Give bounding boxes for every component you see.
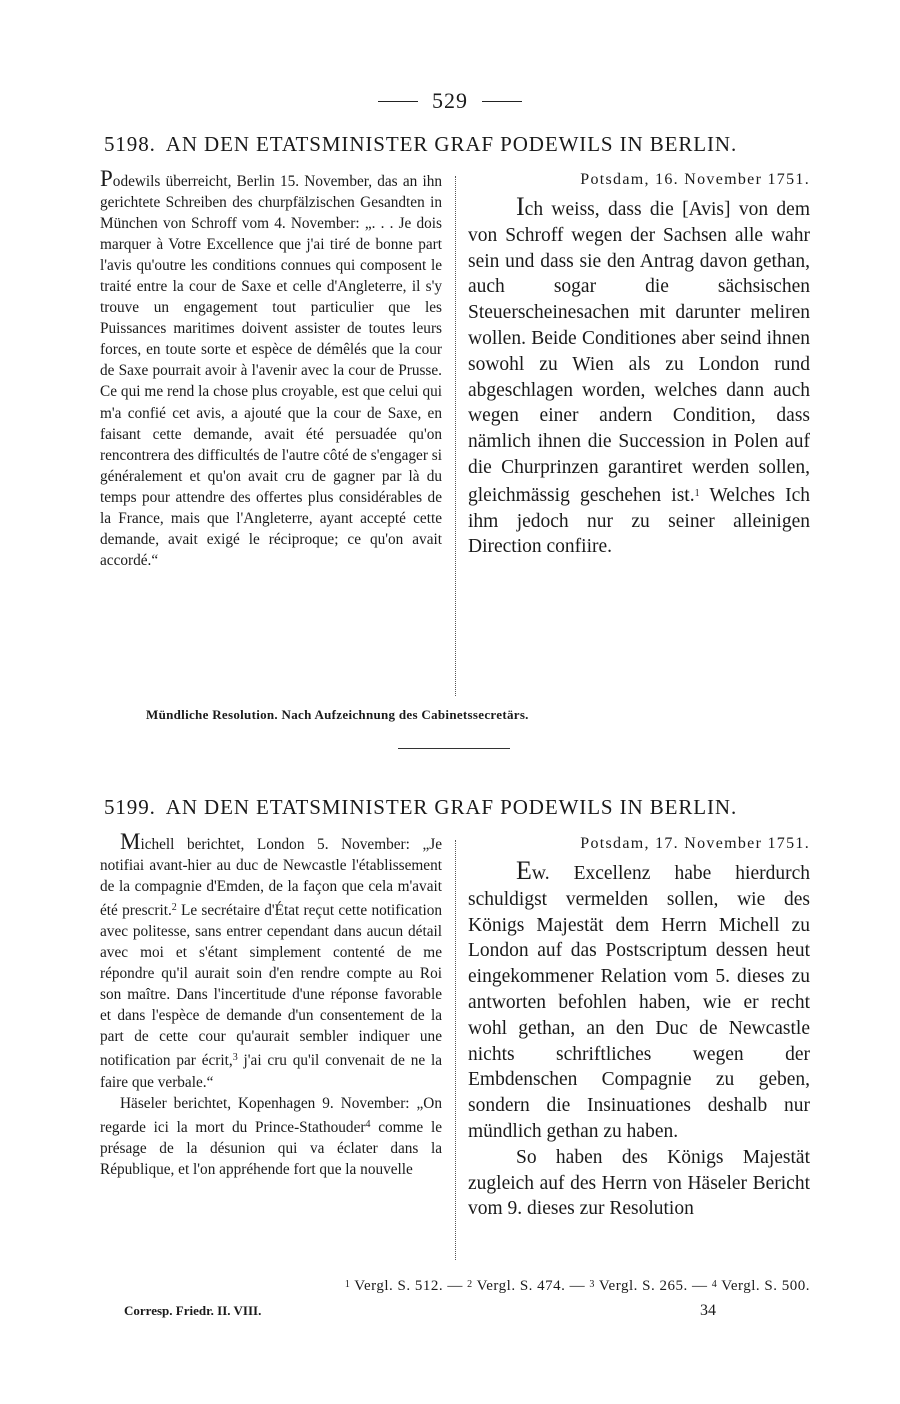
resolution-note: Mündliche Resolution. Nach Aufzeichnung des Cabinetssecretärs.: [146, 707, 529, 722]
reply-paragraph: [468, 858, 810, 1145]
reply-column: [468, 834, 810, 1222]
footnote-ref: 3: [232, 1052, 238, 1064]
footnote-mark: 3: [589, 1279, 595, 1290]
column-separator: [455, 840, 456, 1260]
report-text: j'ai cru qu'il convenait de ne la faire que verbale.“: [100, 1052, 442, 1091]
letter-number: 5199.: [104, 795, 156, 819]
report-text: comme le présage de la désunion qui va éclater dans la République, et l'on appréhende fort que la nouvelle: [100, 1118, 442, 1178]
reply-paragraph: So haben des Königs Majestät zugleich auf des Herrn von Häseler Bericht vom 9. dieses zur Resolution: [468, 1146, 810, 1220]
reply-text: ch weiss, dass die [Avis] von dem von Schroff wegen der Sachsen alle wahr sein und dass sie den Antrag davon gethan, auch sogar die sächsischen Steuerscheinesachen mit darunter meliren wollen. Beide Conditiones aber seind ihnen sowohl zu Wien als zu London rund abgeschlagen worden, welches dann auch wegen einer andern Condition, dass nämlich ihnen die Succession in Polen auf die Churprinzen garantiret werden sollen, gleichmässig geschehen ist.: [468, 199, 810, 506]
footnote-ref: 1: [694, 487, 700, 499]
letter-title: AN DEN ETATSMINISTER GRAF PODEWILS IN BERLIN.: [165, 132, 738, 156]
dateline: Potsdam, 16. November 1751.: [580, 171, 810, 188]
initial-letter: I: [516, 192, 525, 221]
footnote-separator: —: [569, 1278, 586, 1294]
footnote-text: Vergl. S. 500.: [721, 1278, 810, 1294]
initial-letter: P: [100, 166, 113, 191]
report-text: odewils überreicht, Berlin 15. November, das an ihn gerichtete Schreiben des churpfälzischen Gesandten in München von Schroff vom 4. November: „. . . Je dois marquer à Votre Excellence que j'ai tiré de bonne part l'avis qu'outre les conditions connues qui composent le traité entre la cour de Saxe et celle d'Angleterre, il s'y trouve un engagement tout particulier que les Puissances maritimes doivent assister de toutes leurs forces, en toute sorte et espèce de démêlés que la cour de Saxe pourrait avoir à l'avenir avec la cour de Prusse. Ce qui me rend la chose plus croyable, est que celui qui m'a confié cet avis, a ajouté que la cour de Saxe, en faisant cette demande, avait été persuadée qu'on rencontrera des difficultés de l'autre côté de s'engager si généralement et qu'on avait cru de gagner par là du temps pour attendre des offertes plus considérables de la France, mais que l'Angleterre, ayant accepté cette demande, avait exigé le réciproque; ce qu'on avait accordé.“: [100, 173, 442, 569]
report-text: ichell berichtet, London 5. November: „Je notifiai avant-hier au duc de Newcastle l'établissement de la compagnie d'Emden, de la façon que cela m'avait été prescrit.: [100, 836, 442, 920]
initial-letter: M: [120, 829, 141, 854]
letter-title: AN DEN ETATSMINISTER GRAF PODEWILS IN BERLIN.: [165, 795, 738, 819]
report-paragraph: [100, 168, 442, 571]
header-rule-right: [482, 101, 522, 102]
footnote-mark: 1: [344, 1279, 351, 1290]
footnote-ref: 2: [171, 902, 177, 914]
report-text: Häseler berichtet, Kopenhagen 9. November: „On regarde ici la mort du Prince-Stathouder: [100, 1094, 442, 1136]
page-number: 529: [432, 88, 468, 113]
reply-text: Welches Ich ihm jedoch nur zu seiner alleinigen Direction confiire.: [468, 484, 810, 558]
footnote-separator: —: [447, 1278, 463, 1294]
dateline: Potsdam, 17. November 1751.: [580, 835, 810, 852]
letter-heading: [104, 795, 810, 820]
footnote-mark: 2: [467, 1279, 473, 1290]
header-rule-left: [378, 101, 418, 102]
footnote-ref: 4: [365, 1118, 371, 1130]
report-column: [100, 168, 442, 571]
footnote-text: Vergl. S. 265.: [598, 1278, 688, 1294]
column-separator: [455, 176, 456, 696]
footnote-mark: 4: [711, 1279, 718, 1290]
report-paragraph: [100, 1093, 442, 1180]
footnote-text: Vergl. S. 474.: [476, 1278, 566, 1294]
initial-letter: E: [516, 856, 532, 885]
sheet-number: 34: [700, 1302, 716, 1319]
report-text: Le secrétaire d'État reçut cette notification avec politesse, sans entrer cependant dans aucun détail avec moi et s'étant simplement contenté de me répondre qu'il aurait soin d'en rendre compte au Roi son maître. Dans l'incertitude d'une réponse favorable et dans l'espèce de demande d'un consentement de la part de cette cour qu'aurait sembler indiquer une notification par écrit,: [100, 902, 442, 1070]
reply-column: [468, 170, 810, 560]
letter-number: 5198.: [104, 132, 156, 156]
section-divider: [398, 748, 510, 749]
reply-text: w. Excellenz habe hierdurch schuldigst vermelden sollen, wie des Königs Majestät dem Herrn Michell zu London auf das Postscriptum dessen heut eingekommener Relation vom 5. dieses zu antworten befohlen haben, wie er recht wohl gethan, an den Duc de Newcastle nichts schriftliches wegen der Embdenschen Compagnie zu geben, sondern die Insinuationes deshalb nur mündlich gethan zu haben.: [468, 863, 810, 1142]
report-paragraph: [100, 831, 442, 1093]
footnotes: [120, 1278, 810, 1295]
reply-paragraph: [468, 194, 810, 560]
footnote-separator: —: [691, 1278, 708, 1294]
page-header: [0, 88, 900, 114]
letter-heading: [104, 132, 810, 157]
report-column: [100, 831, 442, 1180]
footnote-text: Vergl. S. 512.: [354, 1278, 444, 1294]
volume-signature: Corresp. Friedr. II. VIII.: [124, 1303, 262, 1318]
